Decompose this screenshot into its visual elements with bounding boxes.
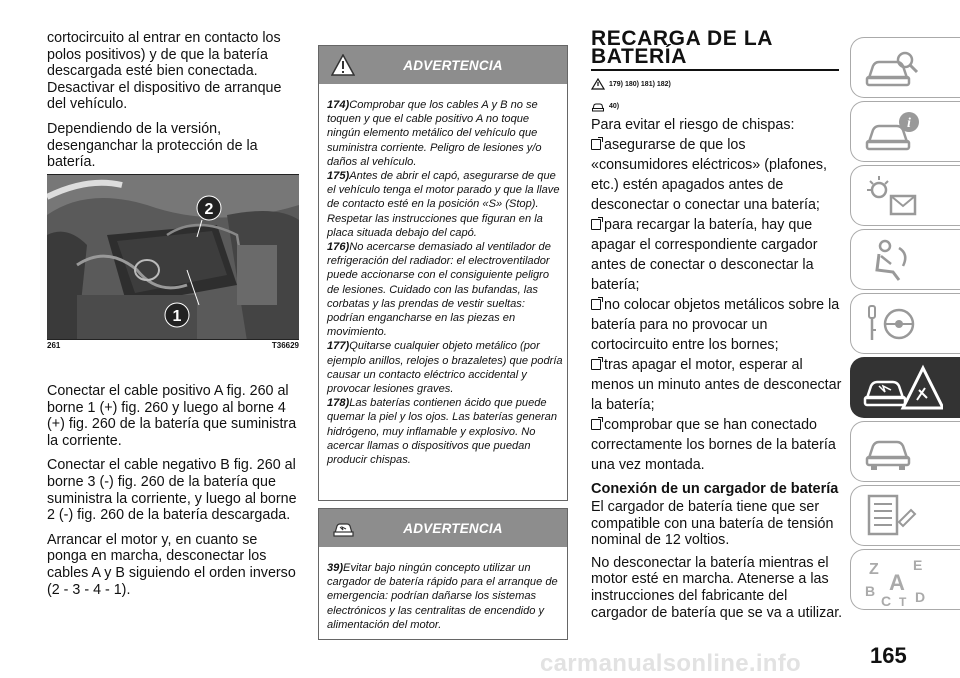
figure-label-2: 2 [204,201,214,218]
warning-item-number: 177) [327,340,350,353]
warning-item [327,98,564,169]
warning-item-number: 174) [327,99,350,111]
warning-item-number: 175) [327,170,350,183]
warning-item [327,561,564,632]
car-damage-icon [331,517,355,539]
warning-item-text: No acercarse demasiado al ventilador de refrigeración del radiador: el electroventilador puede accionarse con el consiguiente peligro de lesiones. Cuidado con las bufandas, las corbatas y las prendas de vestir sueltas: podrían engancharse en las piezas en movimiento. [327,241,551,339]
car-maintenance-icon [863,428,923,476]
warning-title: ADVERTENCIA [403,57,503,73]
key-steering-icon [863,300,923,348]
paragraph: Conectar el cable positivo A fig. 260 al borne 1 (+) fig. 260 y luego al borne 4 (+) fig. 260 de la batería que suministra la corriente. [47,383,297,449]
warning-lights-icon [863,172,923,220]
index-letter: B [865,583,876,599]
index-letter: T [899,595,907,608]
battery-figure [47,174,299,340]
warning-header [319,509,567,547]
tab-specifications[interactable] [850,485,960,546]
warning-item-text: Antes de abrir el capó, asegurarse de que el vehículo tenga el motor parado y que la llave de contacto esté en la posición «S» (Stop). Respetar las instrucciones que figuran en la placa situada debajo del capó. [327,170,560,239]
paragraph: Conectar el cable negativo B fig. 260 al borne 3 (-) fig. 260 de la batería que suministra la corriente, y luego al borne 2 (-) fig. 260 de la batería descargada. [47,457,297,524]
airbag-seat-icon [863,236,923,284]
paragraph: El cargador de batería tiene que ser compatible con una batería de tensión nominal de 12 voltios. [591,499,834,549]
car-search-icon [863,44,923,92]
warning-item [327,396,564,467]
column-1-bottom [47,383,299,606]
column-1-top [47,30,299,179]
bullet-item [591,135,843,215]
car-info-icon [863,108,923,156]
figure-number: 261 [47,341,61,350]
warning-triangle-icon [331,54,355,76]
intro-text: Para evitar el riesgo de chispas: [591,117,795,133]
index-letter: Z [869,561,879,578]
warning-body [319,547,567,632]
warning-references [591,75,843,93]
bullet-item [591,295,843,355]
bullet-item [591,415,843,475]
tab-warning-lights[interactable] [850,165,960,226]
alphabet-index-icon [863,556,943,608]
tab-car-maintenance[interactable] [850,421,960,482]
warning-box-1 [318,45,568,501]
index-letter: E [913,557,923,573]
index-letter: A [889,570,905,595]
caution-references [591,97,843,115]
bullet-text: asegurarse de que los «consumidores eléctricos» (plafones, etc.) estén apagados antes de desconectar o conectar una batería; [591,137,828,213]
paragraph: No desconectar la batería mientras el motor esté en marcha. Atenerse a las instrucciones del fabricante del cargador de batería que se va a utilizar. [591,554,843,621]
tab-key-steering[interactable] [850,293,960,354]
warning-item-text: Quitarse cualquier objeto metálico (por ejemplo anillos, relojes o brazaletes) que podría causar un contacto eléctrico accidental y provocar lesiones graves. [327,340,563,396]
warning-item [327,339,564,396]
checkbox-bullet-icon [591,419,601,430]
warning-item [327,169,564,240]
reference-numbers: 179) 180) 181) 182) [609,80,671,88]
bullet-text: comprobar que se han conectado correctamente los bornes de la batería una vez montada. [591,417,836,473]
bullet-text: tras apagar el motor, esperar al menos un minuto antes de desconectar la batería; [591,357,842,413]
checkbox-bullet-icon [591,299,601,310]
warning-item-number: 176) [327,241,350,254]
subsection-title: Conexión de un cargador de batería [591,481,839,497]
warning-item-text: Comprobar que los cables A y B no se toquen y que el cable positivo A no toque ningún elemento metálico del vehículo que suministra corriente. Peligro de lesiones y/o daños al vehículo. [327,99,542,168]
warning-item-text: Las baterías contienen ácido que puede quemar la piel y los ojos. Las baterías generan hidrógeno, muy inflamable y explosivo. No acercar llamas o dispositivos que puedan producir chispas. [327,397,558,467]
warning-title: ADVERTENCIA [403,520,503,536]
checkbox-bullet-icon [591,219,601,230]
checkbox-bullet-icon [591,359,601,370]
car-damage-icon [591,100,605,112]
figure-caption [47,341,299,350]
tab-airbag-seat[interactable] [850,229,960,290]
tab-car-info[interactable] [850,101,960,162]
bullet-text: para recargar la batería, hay que apagar el correspondiente cargador antes de conectar o desconectar la batería; [591,217,818,293]
tab-car-search[interactable] [850,37,960,98]
warning-item-number: 39) [327,562,344,574]
page-number: 165 [870,643,907,668]
warning-item-number: 178) [327,397,350,410]
bullet-item [591,215,843,295]
figure-label-1: 1 [172,308,182,325]
warning-body [319,84,567,467]
warning-header [319,46,567,84]
section-title [591,27,839,71]
reference-numbers: 40) [609,102,620,110]
bullet-text: no colocar objetos metálicos sobre la batería para no provocar un cortocircuito entre los bornes; [591,297,840,353]
column-3 [591,27,843,627]
section-title-line: RECARGA DE LA [591,27,774,50]
warning-box-2 [318,508,568,640]
warning-triangle-icon [591,78,605,90]
tab-breakdown[interactable] [850,357,960,418]
paragraph: Arrancar el motor y, en cuanto se ponga en marcha, desconectar los cables A y B siguiendo el orden inverso (2 - 3 - 4 - 1). [47,531,296,598]
checkbox-bullet-icon [591,139,601,150]
engine-bay-illustration [47,175,299,340]
paragraph: Dependiendo de la versión, desenganchar la protección de la batería. [47,120,258,171]
index-letter: D [915,589,926,605]
svg-text:i: i [907,116,911,131]
bullet-item [591,355,843,415]
warning-item [327,240,564,339]
tab-alphabetical-index[interactable] [850,549,960,610]
car-breakdown-warning-icon [863,364,943,414]
section-title-line: BATERÍA [591,45,687,68]
index-letter: C [881,593,892,608]
figure-code: T36629 [271,341,299,350]
spec-list-icon [863,492,923,540]
warning-item-text: Evitar bajo ningún concepto utilizar un cargador de batería rápido para el arranque de emergencia: podrían dañarse los sistemas electrónicos y las centralitas de encendido y alimentación del motor. [327,562,558,631]
watermark: carmanualsonline.info [540,650,802,677]
paragraph: cortocircuito al entrar en contacto los polos positivos) y de que la batería descargada esté bien conectada. Desactivar el dispositivo de arranque del vehículo. [47,30,282,113]
